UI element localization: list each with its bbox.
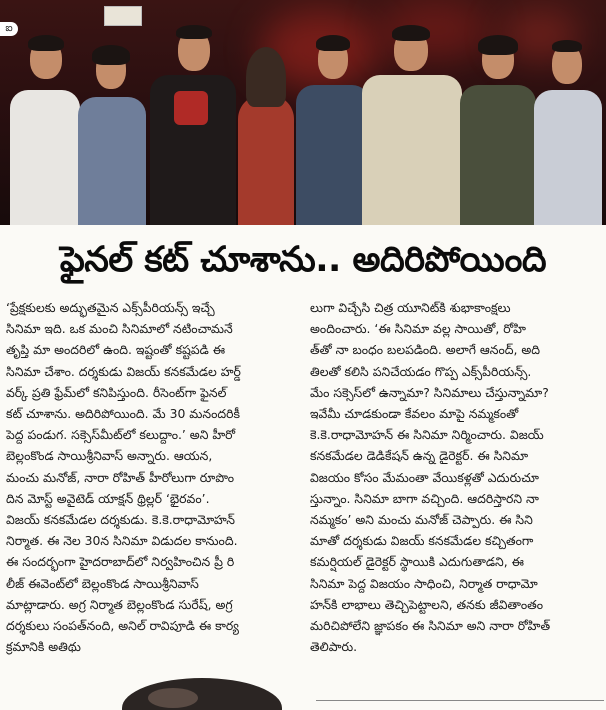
article-line: అందించారు. ‘ఈ సినిమా వల్ల సాయితో, రోహి [310, 321, 526, 337]
person-4 [234, 47, 298, 225]
article-line: మాతో దర్శకుడు విజయ్ కనకమేడల కచ్చితంగా [310, 533, 534, 549]
article-line: మేం సక్సెస్‌లో ఉన్నామా? సినిమాలు చేస్తున్నామా? [310, 384, 549, 400]
article-line: నమ్మకం’ అని మంచు మనోజ్ చెప్పారు. ఈ సిని [310, 512, 533, 528]
article-line: కమర్షియల్ డైరెక్టర్ స్థాయికి ఎదుగుతాడని, ఈ [310, 554, 524, 570]
article-line: స్తున్నాం. సినిమా బాగా వచ్చింది. ఆదరిస్తారని నా [310, 490, 539, 506]
event-photo [0, 0, 606, 225]
backdrop-sign [104, 6, 142, 26]
article-line: తృప్తి మా అందరిలో ఉంది. ఇష్టంతో కష్టపడి ఈ [6, 342, 226, 358]
article-column-left [6, 297, 296, 657]
article-line: ‘ప్రేక్షకులకు అద్భుతమైన ఎక్స్‌పీరియన్స్ ఇచ్చే [6, 300, 215, 315]
article-line: ఇవేమీ చూడకుండా కేవలం మాపై నమ్మకంతో [310, 406, 519, 422]
article-column-right [310, 297, 602, 657]
person-7 [460, 35, 536, 225]
person-3 [150, 25, 236, 225]
article-line: లుగా విచ్చేసి చిత్ర యూనిట్‌కి శుభాకాంక్షలు [310, 300, 511, 315]
article-line: సినిమా పెద్ద విజయం సాధించి, నిర్మాత రాధామో [310, 575, 538, 591]
article-line: కట్ చూశాను. అదిరిపోయింది. మే 30 మనందరికీ [6, 406, 240, 422]
person-5 [296, 35, 370, 225]
article-line: కె.కె.రాధామోహన్ ఈ సినిమా నిర్మించారు. విజయ్ [310, 427, 544, 443]
article-line: సినిమా చేశాం. దర్శకుడు విజయ్ కనకమేడల హర్డ్ [6, 363, 241, 379]
column-end-rule [316, 700, 604, 701]
article-line: క్రమానికి అతిథు [6, 639, 81, 655]
article-line: దిన మోస్ట్ అవైటెడ్ యాక్షన్ థ్రిల్లర్ ‘భైరవం’. [6, 490, 210, 506]
headline: ఫైనల్ కట్ చూశాను.. అదిరిపోయింది [59, 240, 547, 280]
person-1 [10, 35, 80, 225]
article-line: తిలతో కలిసి పనిచేయడం గొప్ప ఎక్స్‌పీరియన్స్. [310, 363, 532, 379]
person-2 [78, 45, 146, 225]
article-line: హన్‌కి లాభాలు తెచ్చిపెట్టాలని, తనకు జీవితాంతం [310, 596, 544, 612]
article-line: మాట్లాడారు. అగ్ర నిర్మాత బెల్లంకొండ సురేష్, అగ్ర [6, 596, 233, 612]
article-line: దర్శకులు సంపత్‌నంది, అనిల్ రావిపూడి ఈ కార్య [6, 618, 239, 634]
article-line: సినిమా ఇది. ఒక మంచి సినిమాలో నటించామనే [6, 321, 233, 337]
article-line: వర్క్ ప్రతి ఫ్రేమ్‌లో కనిపిస్తుంది. రీసెంట్‌గా ఫైనల్ [6, 384, 227, 400]
inset-photo [122, 672, 302, 710]
person-8 [534, 40, 602, 225]
corner-badge: ఐ [0, 22, 18, 36]
article-line: లీజ్ ఈవెంట్‌లో బెల్లంకొండ సాయిశ్రీనివాస్ [6, 575, 199, 591]
article-line: మరిచిపోలేని జ్ఞాపకం ఈ సినిమా అని నారా రోహిత్ [310, 618, 551, 634]
article-line: బెల్లంకొండ సాయిశ్రీనివాస్ అన్నారు. ఆయన, [6, 448, 213, 464]
article-line: మంచు మనోజ్, నారా రోహిత్ హీరోలుగా రూపొం [6, 469, 235, 485]
article-line: విజయ్ కనకమేడల దర్శకుడు. కె.కె.రాధామోహన్ [6, 512, 235, 528]
article-line: తెలిపారు. [310, 639, 358, 655]
article-line: పెద్ద పండుగ. సక్సెస్‌మీట్‌లో కలుద్దాం.’ అని హీరో [6, 427, 236, 443]
article-line: నిర్మాత. ఈ నెల 30న సినిమా విడుదల కానుంది. [6, 533, 238, 549]
article-line: ఈ సందర్భంగా హైదరాబాద్‌లో నిర్వహించిన ప్రీ రి [6, 554, 235, 570]
article-line: విజయం కోసం మేమంతా వేయికళ్లతో ఎదురుచూ [310, 469, 539, 485]
article-line: కనకమేడల డెడికేషన్ ఉన్న డైరెక్టర్. ఈ సినిమా [310, 448, 529, 464]
article-line: త్‌తో నా బంధం బలపడింది. అలాగే ఆనంద్, అది [310, 342, 541, 358]
person-6 [362, 25, 462, 225]
